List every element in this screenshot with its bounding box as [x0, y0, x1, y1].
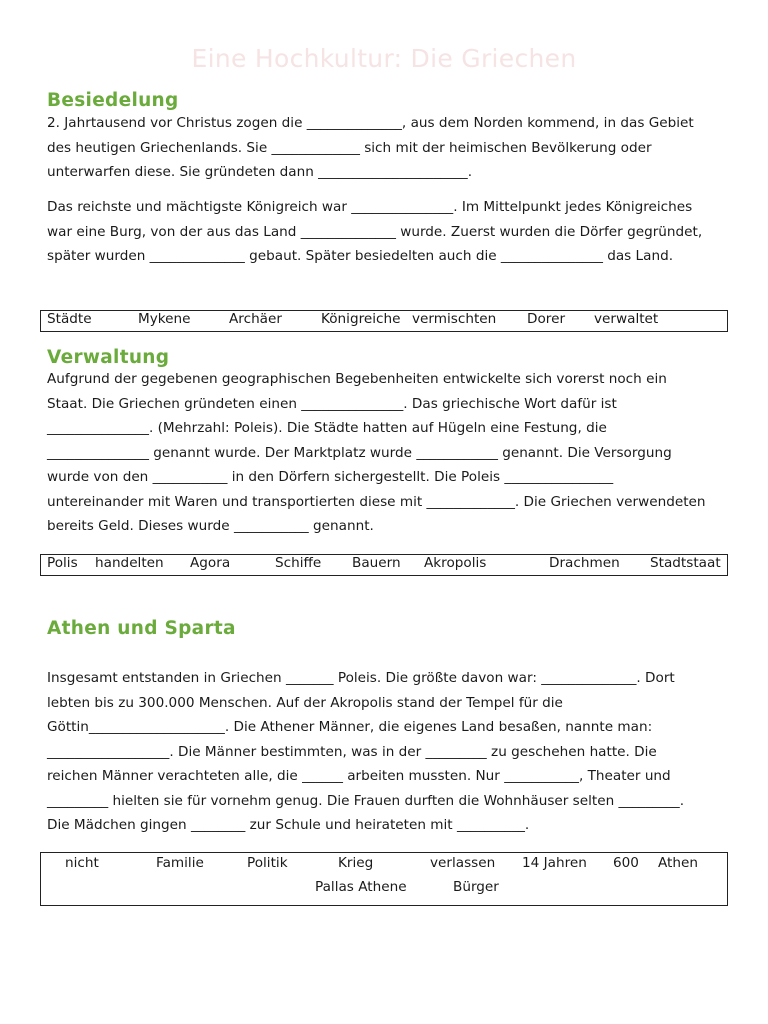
text-line: unterwarfen diese. Sie gründeten dann ______________________. — [47, 164, 473, 180]
text-line: _______________ genannt wurde. Der Marktplatz wurde ____________ genannt. Die Versorgung — [47, 444, 672, 461]
text-line: wurde von den ___________ in den Dörfern sichergestellt. Die Poleis ________________ — [47, 469, 614, 485]
text-line: __________________. Die Männer bestimmten, was in der _________ zu geschehen hatte. Die — [47, 743, 657, 760]
text-line: war eine Burg, von der aus das Land ______________ wurde. Zuerst wurden die Dörfer gegründet, — [47, 223, 703, 240]
word-bank-item: Stadtstaat — [650, 555, 721, 571]
word-bank-item: Königreiche — [321, 311, 401, 327]
word-bank-item: Mykene — [138, 311, 191, 327]
word-bank-item: Schiffe — [275, 555, 322, 571]
text-line: bereits Geld. Dieses wurde ___________ genannt. — [47, 518, 374, 534]
section-heading-athen-und-sparta: Athen und Sparta — [47, 618, 236, 639]
paragraph-athen-und-sparta — [47, 670, 737, 842]
word-bank-athen-und-sparta — [40, 852, 728, 906]
word-bank-item: Pallas Athene — [315, 879, 407, 895]
word-bank-item: vermischten — [412, 311, 497, 327]
word-bank-item: Familie — [156, 855, 204, 871]
text-line: reichen Männer verachteten alle, die ______ arbeiten mussten. Nur ___________, Theater und — [47, 768, 671, 784]
text-line: 2. Jahrtausend vor Christus zogen die ______________, aus dem Norden kommend, in das Gebiet — [47, 115, 694, 131]
text-line: untereinander mit Waren und transportierten diese mit _____________. Die Griechen verwendeten — [47, 493, 706, 510]
word-bank-item: Akropolis — [424, 555, 487, 571]
text-line: Staat. Die Griechen gründeten einen _______________. Das griechische Wort dafür ist — [47, 395, 617, 412]
word-bank-item: Städte — [47, 311, 92, 327]
word-bank-item: Dorer — [527, 311, 566, 327]
word-bank-item: Bauern — [352, 555, 401, 571]
page-title: Eine Hochkultur: Die Griechen — [191, 44, 577, 73]
word-bank-item: Drachmen — [549, 555, 620, 571]
section-heading-besiedelung: Besiedelung — [47, 90, 179, 111]
word-bank-besiedelung — [40, 310, 728, 332]
word-bank-item: Krieg — [338, 855, 374, 871]
text-line: _________ hielten sie für vornehm genug. Die Frauen durften die Wohnhäuser selten _________. — [47, 792, 685, 809]
word-bank-item: handelten — [95, 555, 164, 571]
word-bank-item: Agora — [190, 555, 231, 571]
word-bank-item: verwaltet — [594, 311, 659, 327]
text-line: Göttin____________________. Die Athener Männer, die eigenes Land besaßen, nannte man: — [47, 719, 653, 735]
word-bank-item: nicht — [65, 855, 99, 871]
text-line: Das reichste und mächtigste Königreich war _______________. Im Mittelpunkt jedes Königreiches — [47, 199, 693, 215]
text-line: des heutigen Griechenlands. Sie _____________ sich mit der heimischen Bevölkerung oder — [47, 139, 652, 156]
word-bank-item: Archäer — [229, 311, 282, 327]
word-bank-item: Athen — [658, 855, 698, 871]
section-heading-verwaltung: Verwaltung — [47, 347, 170, 368]
text-line: _______________. (Mehrzahl: Poleis). Die Städte hatten auf Hügeln eine Festung, die — [47, 420, 607, 436]
text-line: Insgesamt entstanden in Griechen _______ Poleis. Die größte davon war: ______________. Dort — [47, 670, 675, 686]
text-line: Aufgrund der gegebenen geographischen Begebenheiten entwickelte sich vorerst noch ein — [47, 371, 667, 387]
text-line: lebten bis zu 300.000 Menschen. Auf der Akropolis stand der Tempel für die — [47, 694, 563, 711]
word-bank-item: Bürger — [453, 879, 499, 895]
word-bank-item: Politik — [247, 855, 288, 871]
paragraph-besiedelung-1 — [47, 115, 737, 189]
word-bank-verwaltung — [40, 554, 728, 576]
word-bank-item: 14 Jahren — [522, 855, 587, 871]
word-bank-item: 600 — [613, 855, 639, 871]
word-bank-item: verlassen — [430, 855, 496, 871]
text-line: Die Mädchen gingen ________ zur Schule und heirateten mit __________. — [47, 817, 530, 833]
paragraph-verwaltung — [47, 371, 737, 543]
word-bank-item: Polis — [47, 555, 78, 571]
paragraph-besiedelung-2 — [47, 199, 737, 273]
text-line: später wurden ______________ gebaut. Später besiedelten auch die _______________ das Land. — [47, 248, 674, 264]
